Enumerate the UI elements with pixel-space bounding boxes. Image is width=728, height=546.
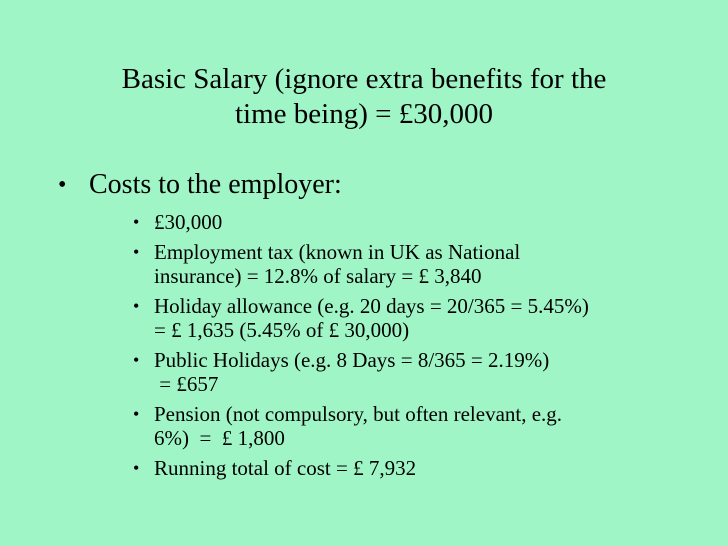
bullet-dot-icon: • xyxy=(133,212,140,232)
sub-bullet-line: Holiday allowance (e.g. 20 days = 20/365 = 5.45%) xyxy=(154,293,589,318)
bullet-dot-icon: • xyxy=(133,241,140,262)
bullet-dot-icon: • xyxy=(133,403,140,424)
bullet-dot-icon: • xyxy=(133,349,140,370)
bullet-dot-icon: • xyxy=(58,172,67,198)
sub-bullet-line: = £ 1,635 (5.45% of £ 30,000) xyxy=(154,318,410,342)
sub-bullet-line: Pension (not compulsory, but often relevant, e.g. xyxy=(154,401,563,426)
sub-bullet-item xyxy=(132,402,712,451)
title-line-2: time being) = £30,000 xyxy=(235,98,493,130)
sub-bullet-line: Running total of cost = £ 7,932 xyxy=(154,455,417,480)
sub-bullet-item xyxy=(132,210,712,235)
sub-bullet-item xyxy=(132,240,712,289)
sub-bullet-line: 6%) = £ 1,800 xyxy=(154,426,285,450)
sub-bullet-line: Employment tax (known in UK as National xyxy=(154,239,521,264)
sub-bullet-line: = £657 xyxy=(154,372,219,396)
title-line-1: Basic Salary (ignore extra benefits for the xyxy=(121,63,607,95)
main-bullet-text: Costs to the employer: xyxy=(89,169,342,200)
slide-title xyxy=(60,62,668,132)
sub-bullet-item xyxy=(132,294,712,343)
sub-bullet-line: insurance) = 12.8% of salary = £ 3,840 xyxy=(154,264,482,288)
sub-bullet-item xyxy=(132,348,712,397)
sub-bullet-list xyxy=(132,210,712,485)
sub-bullet-item xyxy=(132,456,712,481)
bullet-dot-icon: • xyxy=(133,295,140,316)
sub-bullet-line: £30,000 xyxy=(154,210,223,234)
bullet-dot-icon: • xyxy=(133,457,140,478)
sub-bullet-line: Public Holidays (e.g. 8 Days = 8/365 = 2.19%) xyxy=(154,347,550,372)
